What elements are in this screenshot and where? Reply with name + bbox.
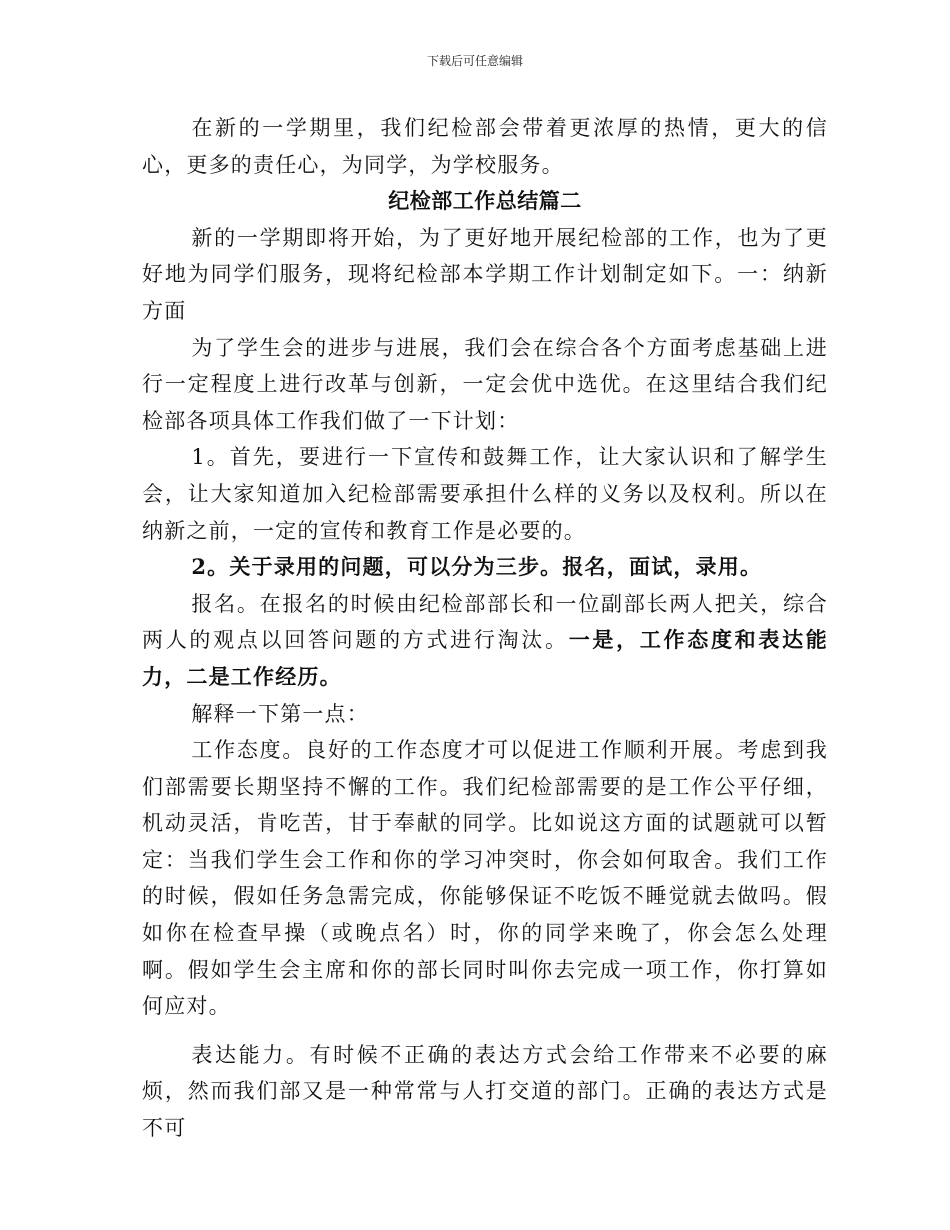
document-body bbox=[142, 110, 828, 1147]
paragraph-intro: 新的一学期即将开始，为了更好地开展纪检部的工作，也为了更好地为同学们服务，现将纪检部本学期工作计划制定如下。一：纳新方面 bbox=[142, 225, 828, 323]
registration-criteria: 一是，工作态度和表达能力，二是工作经历。 bbox=[142, 627, 828, 689]
paragraph-item-2: 2。关于录用的问题，可以分为三步。报名，面试，录用。 bbox=[191, 554, 763, 580]
paragraph-plan: 为了学生会的进步与进展，我们会在综合各个方面考虑基础上进行一定程度上进行改革与创新，一定会优中选优。在这里结合我们纪检部各项具体工作我们做了一下计划： bbox=[142, 335, 828, 433]
paragraph-attitude: 工作态度。良好的工作态度才可以促进工作顺利开展。考虑到我们部需要长期坚持不懈的工作。我们纪检部需要的是工作公平仔细，机动灵活，肯吃苦，甘于奉献的同学。比如说这方面的试题就可以暂定：当我们学生会工作和你的学习冲突时，你会如何取舍。我们工作的时候，假如任务急需完成，你能够保证不吃饭不睡觉就去做吗。假如你在检查早操（或晚点名）时，你的同学来晚了，你会怎么处理啊。假如学生会主席和你的部长同时叫你去完成一项工作，你打算如何应对。 bbox=[142, 738, 828, 1019]
paragraph-registration bbox=[142, 586, 828, 696]
paragraph-closing: 在新的一学期里，我们纪检部会带着更浓厚的热情，更大的信心，更多的责任心，为同学，为学校服务。 bbox=[142, 116, 828, 177]
page-header: 下载后可任意编辑 bbox=[426, 54, 523, 68]
section-title: 纪检部工作总结篇二 bbox=[388, 188, 582, 214]
paragraph-item-1: 1。首先，要进行一下宣传和鼓舞工作，让大家认识和了解学生会，让大家知道加入纪检部需要承担什么样的义务以及权利。所以在纳新之前，一定的宣传和教育工作是必要的。 bbox=[142, 445, 828, 543]
paragraph-explain: 解释一下第一点： bbox=[191, 701, 369, 726]
registration-text: 报名。在报名的时候由纪检部部长和一位副部长两人把关，综合两人的观点以回答问题的方式进行淘汰。 bbox=[142, 591, 828, 653]
paragraph-expression: 表达能力。有时候不正确的表达方式会给工作带来不必要的麻烦，然而我们部又是一种常常与人打交道的部门。正确的表达方式是不可 bbox=[142, 1042, 828, 1141]
